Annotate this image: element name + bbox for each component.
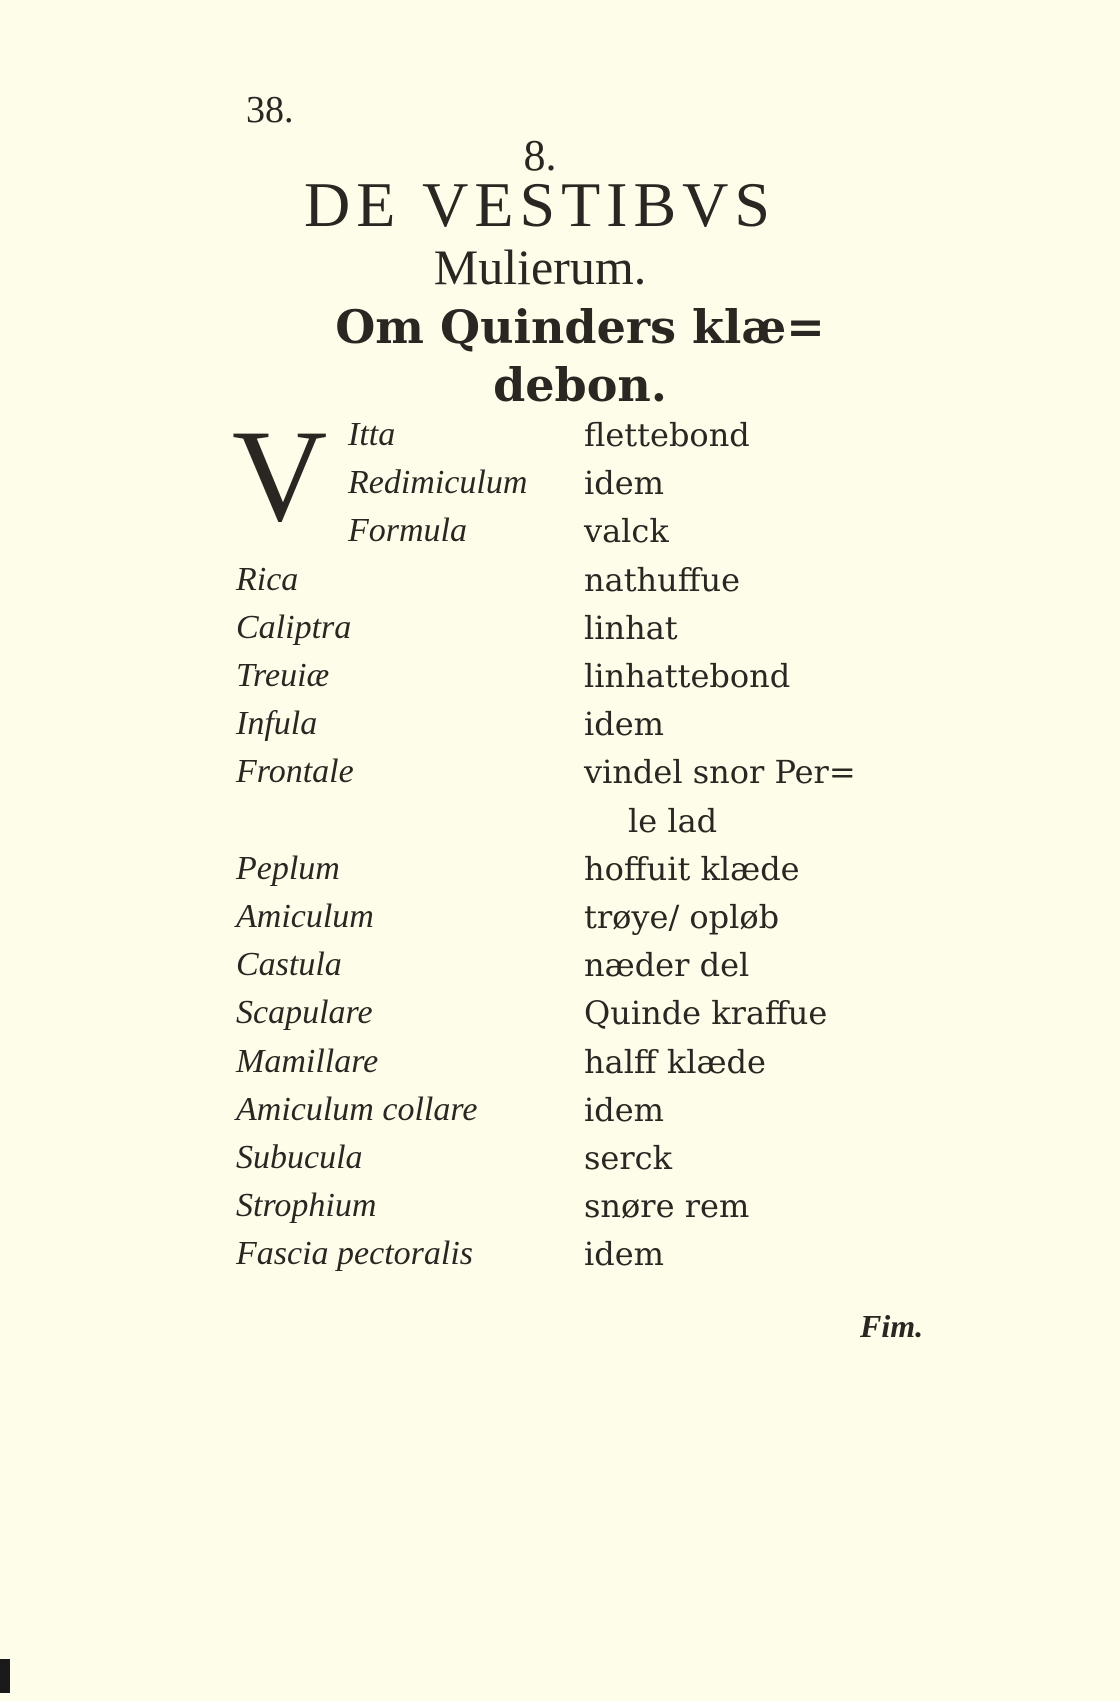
glossary-row xyxy=(0,1139,900,1187)
latin-term: Rica xyxy=(236,560,299,598)
glossary-row xyxy=(0,1187,900,1235)
danish-term: linhat xyxy=(584,608,678,647)
danish-term: vindel snor Per= xyxy=(584,753,856,792)
latin-term: Scapulare xyxy=(236,994,373,1032)
drop-cap-initial: V xyxy=(232,402,328,549)
danish-term: snøre rem xyxy=(584,1187,750,1226)
danish-term: idem xyxy=(584,464,664,503)
glossary-row xyxy=(0,416,900,464)
glossary-row xyxy=(0,512,900,560)
danish-term: le lad xyxy=(628,801,718,840)
latin-term: Strophium xyxy=(236,1187,377,1225)
glossary-row xyxy=(0,1235,900,1283)
latin-term: Formula xyxy=(348,512,467,550)
danish-term: nathuffue xyxy=(584,560,741,599)
glossary-row xyxy=(0,802,900,850)
glossary-row xyxy=(0,464,900,512)
danish-term: valck xyxy=(584,512,669,551)
glossary-row xyxy=(0,753,900,801)
latin-term: Amiculum collare xyxy=(236,1090,478,1128)
glossary-row xyxy=(0,561,900,609)
glossary-row xyxy=(0,994,900,1042)
glossary-row xyxy=(0,1091,900,1139)
latin-term: Subucula xyxy=(236,1139,363,1176)
latin-term: Treuiæ xyxy=(236,657,330,694)
glossary-row xyxy=(0,1043,900,1091)
latin-term: Redimiculum xyxy=(348,464,528,502)
title-danish-line: Om Quinders klæ= xyxy=(335,300,825,354)
glossary-row xyxy=(0,657,900,705)
danish-term: halff klæde xyxy=(584,1042,766,1081)
page-number: 38. xyxy=(246,89,294,131)
latin-term: Fascia pectoralis xyxy=(236,1235,474,1273)
title-latin: DE VESTIBVS xyxy=(304,169,776,240)
glossary-row xyxy=(0,850,900,898)
scan-edge-mark xyxy=(0,1659,10,1693)
latin-term: Itta xyxy=(348,416,396,453)
latin-term: Frontale xyxy=(236,753,354,791)
latin-term: Infula xyxy=(236,705,318,743)
danish-term: idem xyxy=(584,1090,664,1129)
latin-term: Mamillare xyxy=(236,1042,379,1080)
danish-term: idem xyxy=(584,705,664,744)
subtitle-latin: Mulierum. xyxy=(433,239,647,295)
glossary-row xyxy=(0,705,900,753)
danish-term: idem xyxy=(584,1235,664,1274)
title-danish-line: debon. xyxy=(493,358,667,412)
section-number: 8. xyxy=(523,131,557,180)
latin-term: Castula xyxy=(236,946,342,984)
latin-term: Peplum xyxy=(236,849,340,887)
danish-term: serck xyxy=(584,1139,672,1177)
glossary-row xyxy=(0,609,900,657)
latin-term: Caliptra xyxy=(236,608,352,646)
danish-term: trøye/ opløb xyxy=(584,898,780,936)
danish-term: hoffuit klæde xyxy=(584,849,800,888)
title-danish xyxy=(330,298,830,414)
glossary-row xyxy=(0,946,900,994)
danish-term: næder del xyxy=(584,946,750,985)
glossary-row xyxy=(0,898,900,946)
danish-term: flettebond xyxy=(584,416,750,454)
finis-mark: Fim. xyxy=(860,1308,924,1344)
danish-term: Quinde kraffue xyxy=(584,994,828,1033)
latin-term: Amiculum xyxy=(236,898,374,935)
danish-term: linhattebond xyxy=(584,657,791,695)
